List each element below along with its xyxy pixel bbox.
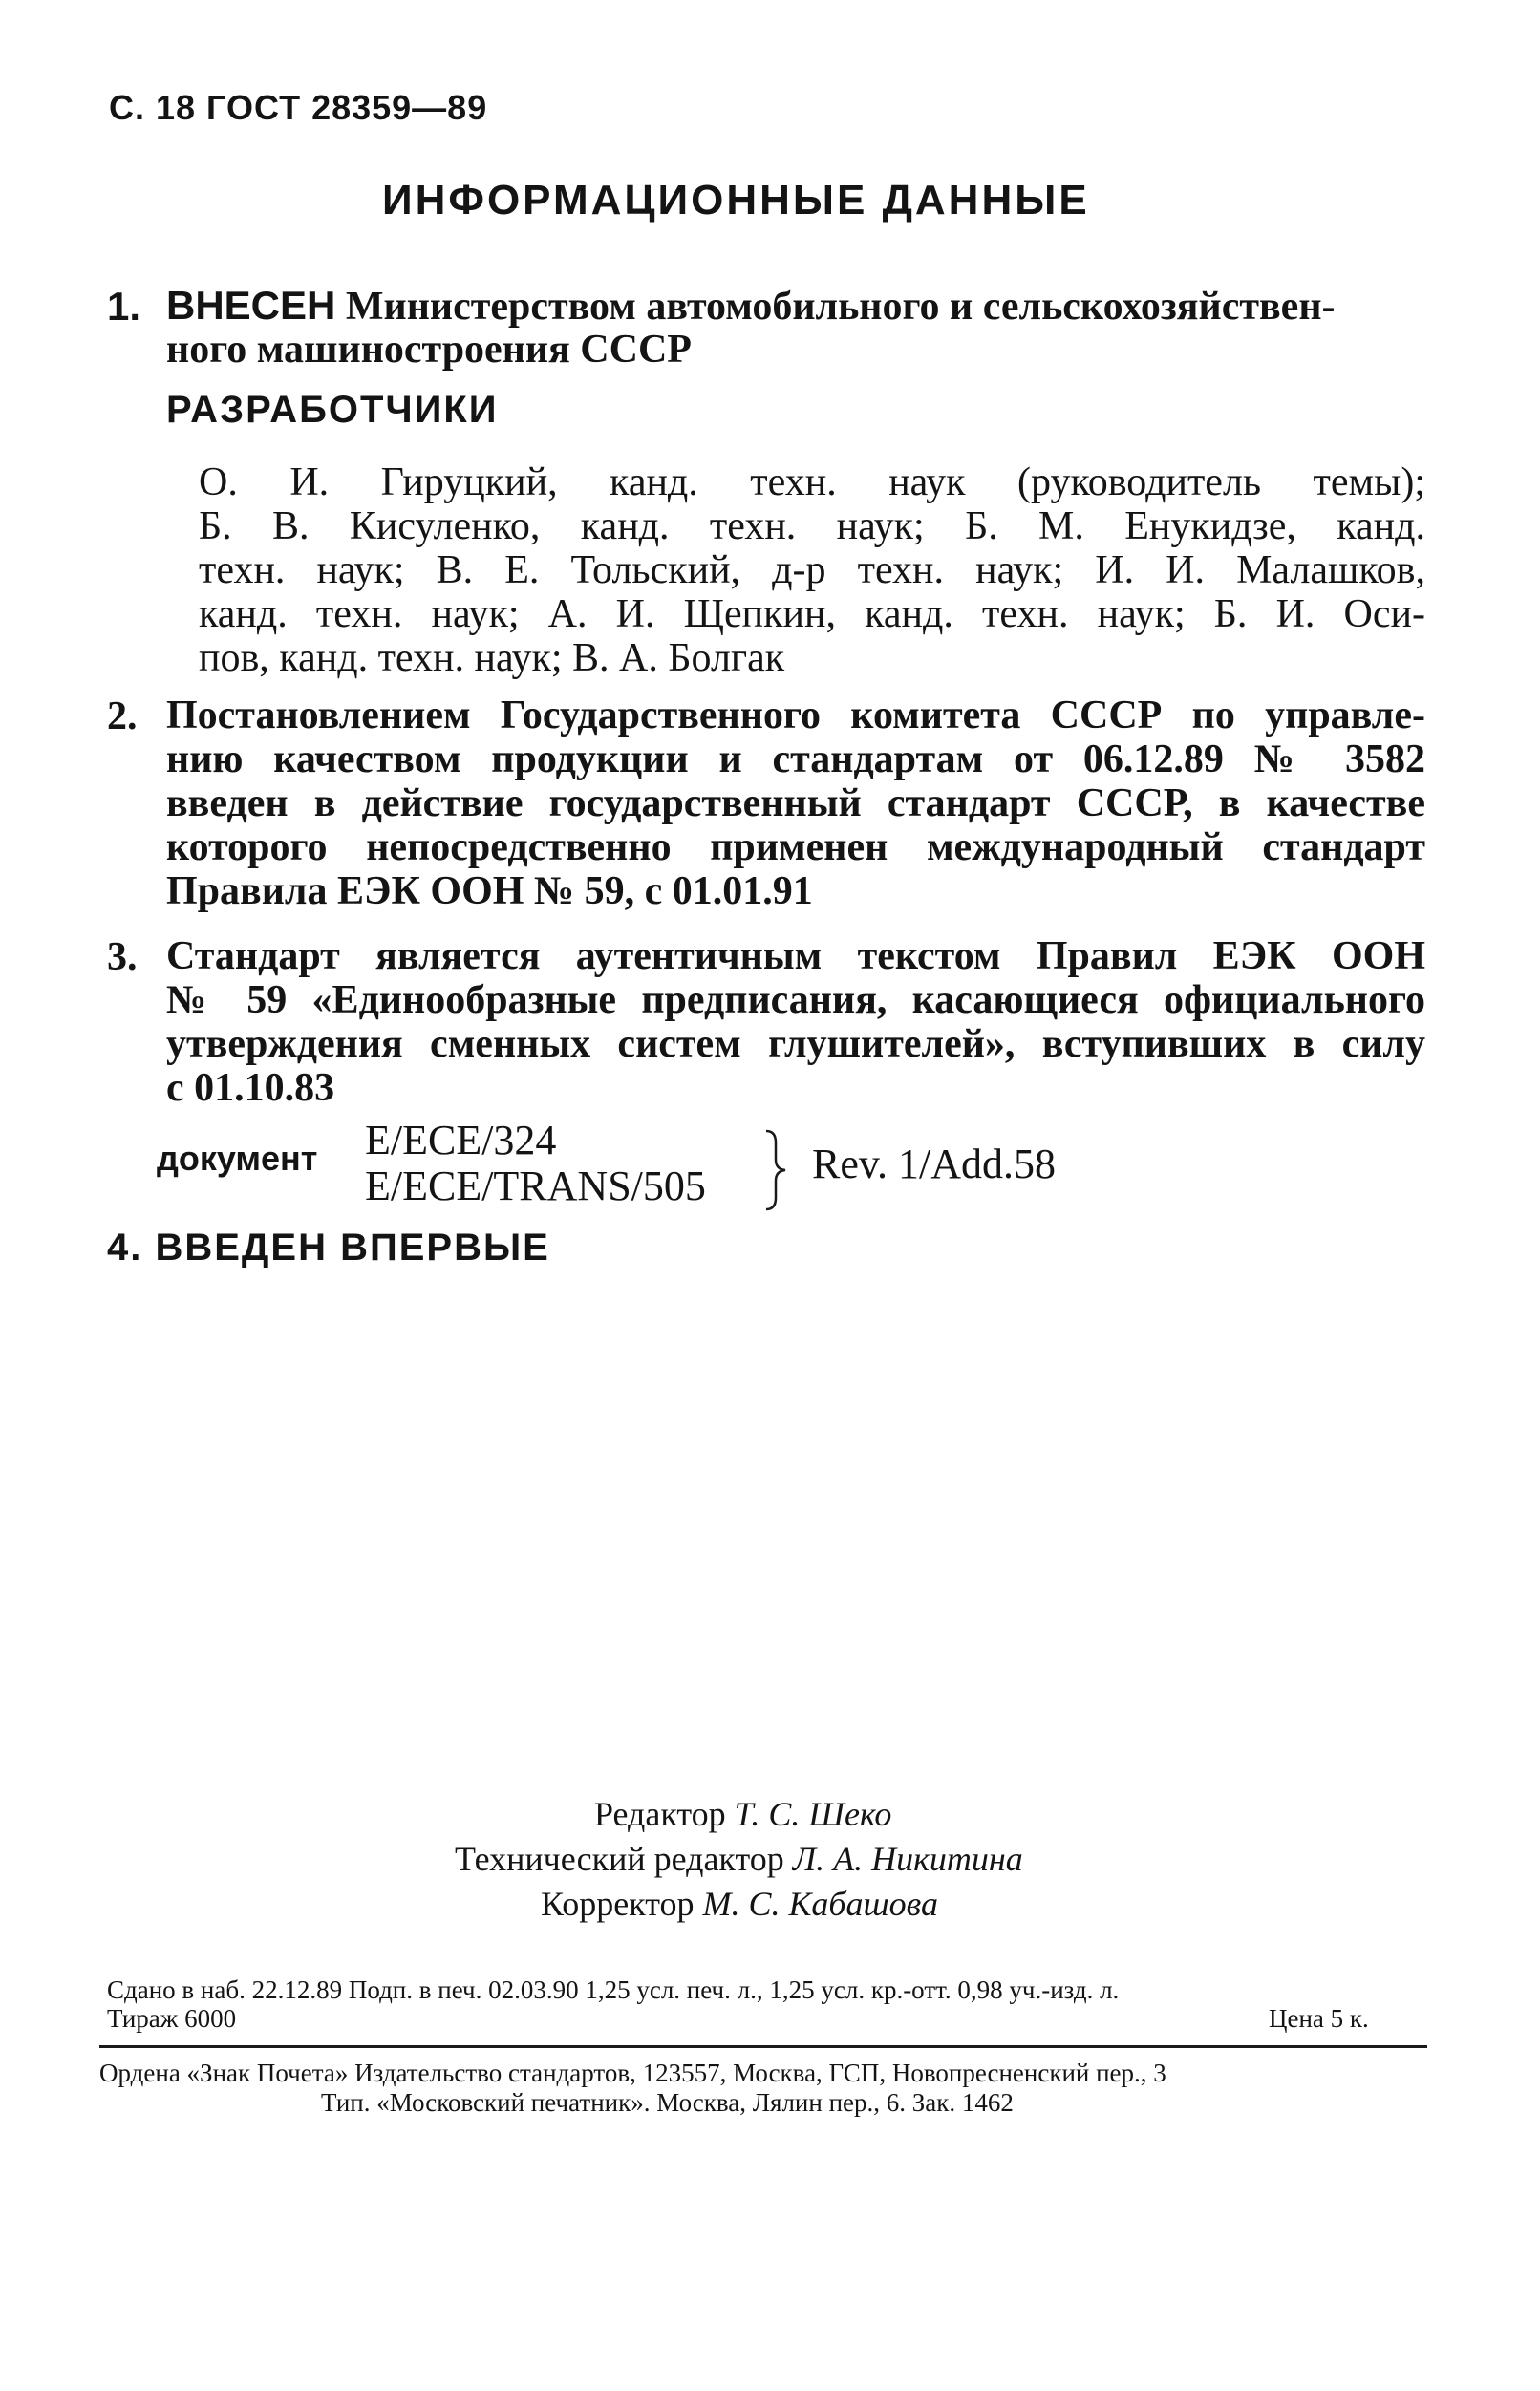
credit-editor (594, 1794, 891, 1834)
section-1-line-1 (166, 284, 1427, 329)
section-2-line-5: Правила ЕЭК ООН № 59, с 01.01.91 (166, 869, 813, 913)
tech-editor-name: Л. А. Никитина (792, 1840, 1023, 1878)
document-code-1: E/ECE/324 (365, 1117, 557, 1163)
section-4: 4. ВВЕДЕН ВПЕРВЫЕ (107, 1227, 550, 1269)
imprint-price: Цена 5 к. (1269, 2004, 1369, 2033)
divider (99, 2045, 1427, 2048)
imprint-circulation: Тираж 6000 (107, 2004, 237, 2033)
document-label: документ (157, 1139, 318, 1178)
developers-line-3: техн. наук; В. Е. Тольский, д-р техн. наук; И. И. Малашков, (199, 548, 1425, 592)
developers-line-5: пов, канд. техн. наук; В. А. Болгак (199, 636, 785, 680)
section-3-line-1: Стандарт является аутентичным текстом Правил ЕЭК ООН (166, 934, 1425, 978)
section-1-line-1-rest: Министерством автомобильного и сельскохозяйствен- (345, 285, 1336, 329)
section-2-line-2: нию качеством продукции и стандартам от 06.12.89 № 3582 (166, 737, 1425, 781)
section-2-line-1: Постановлением Государственного комитета СССР по управле- (166, 694, 1425, 737)
credit-proofreader (541, 1884, 938, 1924)
document-revision: Rev. 1/Add.58 (812, 1141, 1057, 1187)
proofreader-name: М. С. Кабашова (702, 1885, 939, 1923)
publisher-line-2: Тип. «Московский печатник». Москва, Лялин пер., 6. Зак. 1462 (321, 2088, 1014, 2117)
proofreader-label: Корректор (541, 1885, 695, 1923)
editor-label: Редактор (594, 1795, 726, 1833)
document-code-2: E/ECE/TRANS/505 (365, 1163, 706, 1209)
section-3-number: 3. (107, 935, 138, 979)
developers-line-1: О. И. Гируцкий, канд. техн. наук (руководитель темы); (199, 460, 1425, 504)
credit-tech-editor (455, 1839, 1023, 1879)
section-1-line-2: ного машиностроения СССР (166, 328, 692, 372)
section-1-number: 1. (107, 284, 141, 329)
section-2-number: 2. (107, 694, 138, 738)
developers-line-4: канд. техн. наук; А. И. Щепкин, канд. техн. наук; Б. И. Оси- (199, 592, 1425, 636)
section-3-line-2: № 59 «Единообразные предписания, касающиеся официального (166, 978, 1425, 1022)
section-1-lead: ВНЕСЕН (166, 283, 336, 328)
imprint-line-1: Сдано в наб. 22.12.89 Подп. в печ. 02.03.90 1,25 усл. печ. л., 1,25 усл. кр.-отт. 0,98 уч.-изд. л. (107, 1975, 1120, 2004)
tech-editor-label: Технический редактор (455, 1840, 784, 1878)
right-brace-icon (762, 1127, 791, 1213)
section-3-line-4: с 01.10.83 (166, 1066, 335, 1110)
developers-line-2: Б. В. Кисуленко, канд. техн. наук; Б. М. Енукидзе, канд. (199, 504, 1425, 548)
section-3-line-3: утверждения сменных систем глушителей», вступивших в силу (166, 1022, 1425, 1066)
editor-name: Т. С. Шеко (734, 1795, 892, 1833)
page-title: ИНФОРМАЦИОННЫЕ ДАННЫЕ (382, 177, 1090, 224)
section-2-line-4: которого непосредственно применен международный стандарт (166, 825, 1425, 869)
developers-heading: РАЗРАБОТЧИКИ (166, 389, 499, 431)
page-header: С. 18 ГОСТ 28359—89 (109, 88, 488, 127)
publisher-line-1: Ордена «Знак Почета» Издательство стандартов, 123557, Москва, ГСП, Новопресненский пер., 3 (99, 2059, 1166, 2087)
section-2-line-3: введен в действие государственный стандарт СССР, в качестве (166, 781, 1425, 825)
